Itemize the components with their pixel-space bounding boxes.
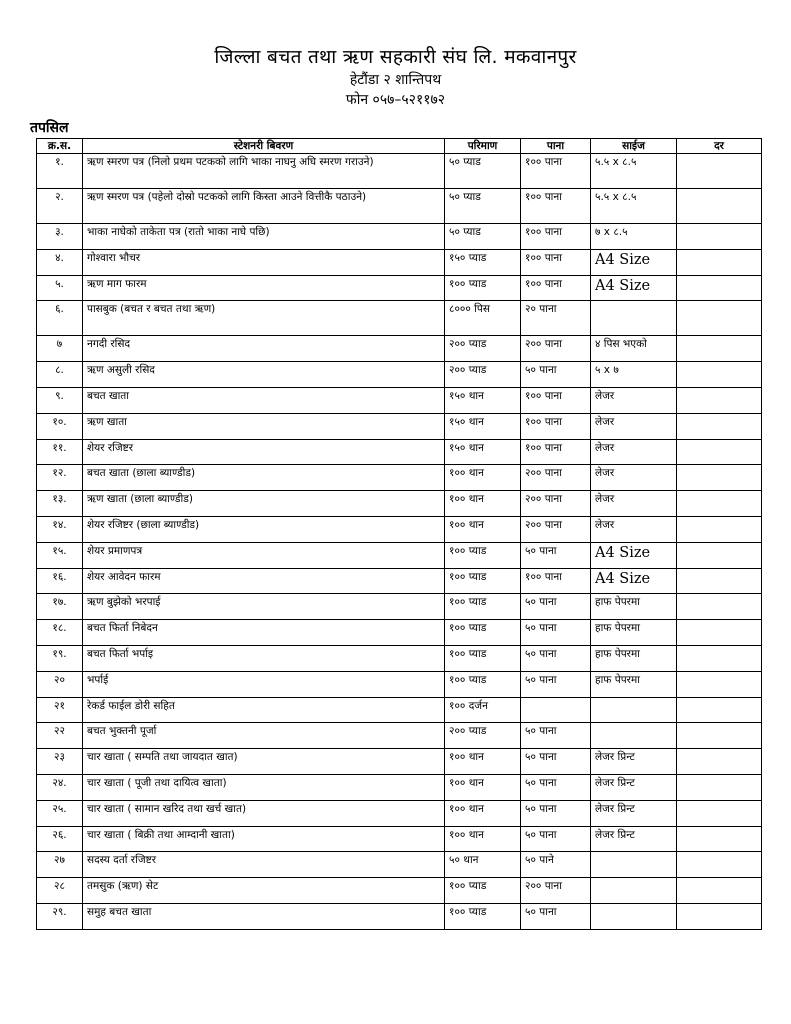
cell-rate <box>677 413 762 439</box>
cell-pages: २०० पाना <box>521 491 591 517</box>
table-body <box>37 154 762 930</box>
cell-description: ऋण माग फारम <box>83 275 445 301</box>
col-header-pages: पाना <box>521 139 591 154</box>
cell-size: A4 Size <box>591 275 677 301</box>
cell-size: लेजर <box>591 516 677 542</box>
col-header-rate: दर <box>677 139 762 154</box>
cell-description: तमसुक (ऋण) सेट <box>83 878 445 904</box>
cell-quantity: १५० प्याड <box>445 249 521 275</box>
cell-size: ७ x ८.५ <box>591 224 677 250</box>
cell-pages: २०० पाना <box>521 336 591 362</box>
cell-description: चार खाता ( बिक्री तथा आम्दानी खाता) <box>83 826 445 852</box>
cell-description: समुह बचत खाता <box>83 903 445 929</box>
cell-description: शेयर प्रमाणपत्र <box>83 542 445 568</box>
table-row <box>37 189 762 224</box>
cell-sn: १६. <box>37 568 83 594</box>
cell-quantity: १०० थान <box>445 800 521 826</box>
cell-description: रेकर्ड फाईल डोरी सहित <box>83 697 445 723</box>
cell-size: लेजर प्रिन्ट <box>591 749 677 775</box>
table-row <box>37 154 762 189</box>
cell-quantity: १५० थान <box>445 439 521 465</box>
table-row <box>37 852 762 878</box>
cell-sn: ६. <box>37 301 83 336</box>
cell-rate <box>677 878 762 904</box>
cell-sn: ८. <box>37 362 83 388</box>
table-row <box>37 878 762 904</box>
cell-rate <box>677 249 762 275</box>
cell-pages: ५० पाना <box>521 749 591 775</box>
cell-sn: २९. <box>37 903 83 929</box>
cell-pages: ५० पाना <box>521 620 591 646</box>
cell-size: लेजर प्रिन्ट <box>591 800 677 826</box>
table-row <box>37 645 762 671</box>
cell-quantity: १०० प्याड <box>445 568 521 594</box>
cell-rate <box>677 645 762 671</box>
cell-rate <box>677 723 762 749</box>
cell-sn: २४. <box>37 774 83 800</box>
cell-rate <box>677 362 762 388</box>
table-row <box>37 301 762 336</box>
cell-pages: २०० पाना <box>521 516 591 542</box>
cell-quantity: ५० थान <box>445 852 521 878</box>
cell-pages: १०० पाना <box>521 439 591 465</box>
cell-sn: १७. <box>37 594 83 620</box>
cell-rate <box>677 774 762 800</box>
cell-pages: ५० पाना <box>521 594 591 620</box>
cell-quantity: १०० थान <box>445 465 521 491</box>
cell-size: लेजर <box>591 413 677 439</box>
table-row <box>37 336 762 362</box>
cell-size: A4 Size <box>591 249 677 275</box>
cell-size <box>591 878 677 904</box>
table-row <box>37 826 762 852</box>
cell-rate <box>677 387 762 413</box>
cell-size <box>591 301 677 336</box>
cell-description: बचत फिर्ता भर्पाइ <box>83 645 445 671</box>
cell-sn: ११. <box>37 439 83 465</box>
cell-description: ऋण असुली रसिद <box>83 362 445 388</box>
table-row <box>37 903 762 929</box>
cell-description: चार खाता ( सम्पति तथा जायदात खात) <box>83 749 445 775</box>
cell-quantity: १०० प्याड <box>445 594 521 620</box>
table-row <box>37 542 762 568</box>
cell-sn: १२. <box>37 465 83 491</box>
cell-quantity: ५० प्याड <box>445 154 521 189</box>
org-phone: फोन ०५७–५२११७२ <box>345 92 446 108</box>
cell-sn: ७ <box>37 336 83 362</box>
cell-rate <box>677 189 762 224</box>
cell-pages: ५० पाने <box>521 852 591 878</box>
cell-rate <box>677 903 762 929</box>
cell-size: लेजर प्रिन्ट <box>591 774 677 800</box>
cell-sn: १३. <box>37 491 83 517</box>
cell-pages: ५० पाना <box>521 362 591 388</box>
cell-sn: १४. <box>37 516 83 542</box>
cell-description: बचत खाता <box>83 387 445 413</box>
cell-sn: १८. <box>37 620 83 646</box>
cell-rate <box>677 275 762 301</box>
cell-pages: १०० पाना <box>521 568 591 594</box>
table-row <box>37 439 762 465</box>
cell-rate <box>677 852 762 878</box>
cell-sn: २६. <box>37 826 83 852</box>
org-address: हेटौंडा २ शान्तिपथ <box>349 72 442 88</box>
cell-pages: १०० पाना <box>521 275 591 301</box>
cell-rate <box>677 697 762 723</box>
cell-description: चार खाता ( सामान खरिद तथा खर्च खात) <box>83 800 445 826</box>
cell-quantity: १०० थान <box>445 491 521 517</box>
col-header-size: साईज <box>591 139 677 154</box>
table-row <box>37 249 762 275</box>
cell-rate <box>677 800 762 826</box>
cell-pages: ५० पाना <box>521 774 591 800</box>
cell-pages: २०० पाना <box>521 465 591 491</box>
cell-pages: ५० पाना <box>521 903 591 929</box>
cell-quantity: १०० प्याड <box>445 645 521 671</box>
section-title: तपसिल <box>30 120 69 136</box>
cell-rate <box>677 301 762 336</box>
cell-quantity: ५० प्याड <box>445 189 521 224</box>
cell-size: हाफ पेपरमा <box>591 620 677 646</box>
cell-description: ऋण स्मरण पत्र (निलो प्रथम पटकको लागि भाका नाघनु अघि स्मरण गराउने) <box>83 154 445 189</box>
cell-pages: १०० पाना <box>521 413 591 439</box>
cell-rate <box>677 671 762 697</box>
cell-rate <box>677 491 762 517</box>
cell-size <box>591 903 677 929</box>
cell-description: बचत भुक्तनी पूर्जा <box>83 723 445 749</box>
table-row <box>37 671 762 697</box>
cell-sn: १. <box>37 154 83 189</box>
cell-rate <box>677 336 762 362</box>
cell-pages: १०० पाना <box>521 154 591 189</box>
cell-size: ५ x ७ <box>591 362 677 388</box>
cell-rate <box>677 749 762 775</box>
table-row <box>37 275 762 301</box>
cell-description: शेयर रजिष्टर (छाला ब्याण्डीड) <box>83 516 445 542</box>
cell-sn: १५. <box>37 542 83 568</box>
cell-quantity: १०० प्याड <box>445 903 521 929</box>
col-header-description: स्टेशनरी बिवरण <box>83 139 445 154</box>
cell-description: पासबुक (बचत र बचत तथा ऋण) <box>83 301 445 336</box>
cell-size: लेजर <box>591 387 677 413</box>
cell-quantity: १०० प्याड <box>445 542 521 568</box>
cell-size: ५.५ x ८.५ <box>591 154 677 189</box>
cell-sn: ९. <box>37 387 83 413</box>
table-row <box>37 723 762 749</box>
cell-description: सदस्य दर्ता रजिष्टर <box>83 852 445 878</box>
cell-description: ऋण बुझेको भरपाई <box>83 594 445 620</box>
cell-description: भाका नाघेको ताकेता पत्र (रातो भाका नाघे पछि) <box>83 224 445 250</box>
table-row <box>37 594 762 620</box>
cell-sn: २१ <box>37 697 83 723</box>
cell-quantity: १०० थान <box>445 749 521 775</box>
table-row <box>37 362 762 388</box>
cell-rate <box>677 439 762 465</box>
table-row <box>37 774 762 800</box>
cell-size: हाफ पेपरमा <box>591 671 677 697</box>
cell-quantity: ८००० पिस <box>445 301 521 336</box>
table-row <box>37 749 762 775</box>
table-row <box>37 413 762 439</box>
cell-size: ५.५ x ८.५ <box>591 189 677 224</box>
cell-quantity: ५० प्याड <box>445 224 521 250</box>
cell-pages <box>521 697 591 723</box>
cell-description: शेयर आवेदन फारम <box>83 568 445 594</box>
table-row <box>37 620 762 646</box>
cell-description: नगदी रसिद <box>83 336 445 362</box>
cell-description: गोश्वारा भौचर <box>83 249 445 275</box>
cell-quantity: २०० प्याड <box>445 336 521 362</box>
cell-quantity: १०० प्याड <box>445 620 521 646</box>
cell-description: ऋण स्मरण पत्र (पहेलो दोस्रो पटकको लागि किस्ता आउने वित्तीकै पठाउने) <box>83 189 445 224</box>
cell-sn: २३ <box>37 749 83 775</box>
cell-sn: २७ <box>37 852 83 878</box>
cell-size: हाफ पेपरमा <box>591 594 677 620</box>
table-row <box>37 491 762 517</box>
table-row <box>37 387 762 413</box>
cell-pages: १०० पाना <box>521 387 591 413</box>
cell-rate <box>677 620 762 646</box>
table-row <box>37 697 762 723</box>
cell-sn: १९. <box>37 645 83 671</box>
cell-description: बचत फिर्ता निबेदन <box>83 620 445 646</box>
cell-pages: ५० पाना <box>521 723 591 749</box>
cell-quantity: १५० थान <box>445 387 521 413</box>
cell-description: शेयर रजिष्टर <box>83 439 445 465</box>
cell-sn: ५. <box>37 275 83 301</box>
cell-description: भर्पाई <box>83 671 445 697</box>
cell-rate <box>677 568 762 594</box>
cell-size <box>591 697 677 723</box>
cell-pages: २०० पाना <box>521 878 591 904</box>
cell-size <box>591 723 677 749</box>
table-row <box>37 800 762 826</box>
cell-quantity: १०० थान <box>445 774 521 800</box>
stationery-table <box>36 138 762 930</box>
cell-sn: २५. <box>37 800 83 826</box>
cell-sn: २० <box>37 671 83 697</box>
cell-pages: २० पाना <box>521 301 591 336</box>
cell-size: लेजर <box>591 439 677 465</box>
cell-size: हाफ पेपरमा <box>591 645 677 671</box>
cell-description: बचत खाता (छाला ब्याण्डीड) <box>83 465 445 491</box>
cell-pages: ५० पाना <box>521 800 591 826</box>
cell-pages: ५० पाना <box>521 542 591 568</box>
cell-quantity: १०० थान <box>445 826 521 852</box>
cell-rate <box>677 542 762 568</box>
cell-size: लेजर <box>591 465 677 491</box>
cell-quantity: १०० प्याड <box>445 878 521 904</box>
table-row <box>37 465 762 491</box>
cell-pages: १०० पाना <box>521 224 591 250</box>
cell-sn: २२ <box>37 723 83 749</box>
cell-description: ऋण खाता (छाला ब्याण्डीड) <box>83 491 445 517</box>
cell-sn: २. <box>37 189 83 224</box>
table-row <box>37 224 762 250</box>
cell-pages: १०० पाना <box>521 249 591 275</box>
cell-rate <box>677 465 762 491</box>
cell-pages: ५० पाना <box>521 826 591 852</box>
cell-size: ४ पिस भएको <box>591 336 677 362</box>
cell-pages: ५० पाना <box>521 671 591 697</box>
cell-size <box>591 852 677 878</box>
col-header-sn: क्र.स. <box>37 139 83 154</box>
cell-quantity: २०० प्याड <box>445 362 521 388</box>
cell-rate <box>677 224 762 250</box>
cell-rate <box>677 516 762 542</box>
table-row <box>37 516 762 542</box>
table-row <box>37 568 762 594</box>
cell-quantity: १०० प्याड <box>445 671 521 697</box>
cell-quantity: १०० प्याड <box>445 275 521 301</box>
cell-description: चार खाता ( पूजी तथा दायित्व खाता) <box>83 774 445 800</box>
cell-size: लेजर <box>591 491 677 517</box>
document-header <box>0 44 791 110</box>
cell-rate <box>677 826 762 852</box>
table-header-row <box>37 139 762 154</box>
cell-quantity: १५० थान <box>445 413 521 439</box>
cell-sn: २८ <box>37 878 83 904</box>
cell-pages: १०० पाना <box>521 189 591 224</box>
cell-quantity: १०० थान <box>445 516 521 542</box>
cell-size: A4 Size <box>591 542 677 568</box>
col-header-quantity: परिमाण <box>445 139 521 154</box>
cell-size: लेजर प्रिन्ट <box>591 826 677 852</box>
cell-sn: ३. <box>37 224 83 250</box>
cell-quantity: २०० प्याड <box>445 723 521 749</box>
cell-sn: ४. <box>37 249 83 275</box>
cell-sn: १०. <box>37 413 83 439</box>
cell-quantity: १०० दर्जन <box>445 697 521 723</box>
cell-rate <box>677 154 762 189</box>
cell-pages: ५० पाना <box>521 645 591 671</box>
org-name: जिल्ला बचत तथा ऋण सहकारी संघ लि. मकवानपुर <box>214 46 577 68</box>
cell-size: A4 Size <box>591 568 677 594</box>
cell-rate <box>677 594 762 620</box>
cell-description: ऋण खाता <box>83 413 445 439</box>
